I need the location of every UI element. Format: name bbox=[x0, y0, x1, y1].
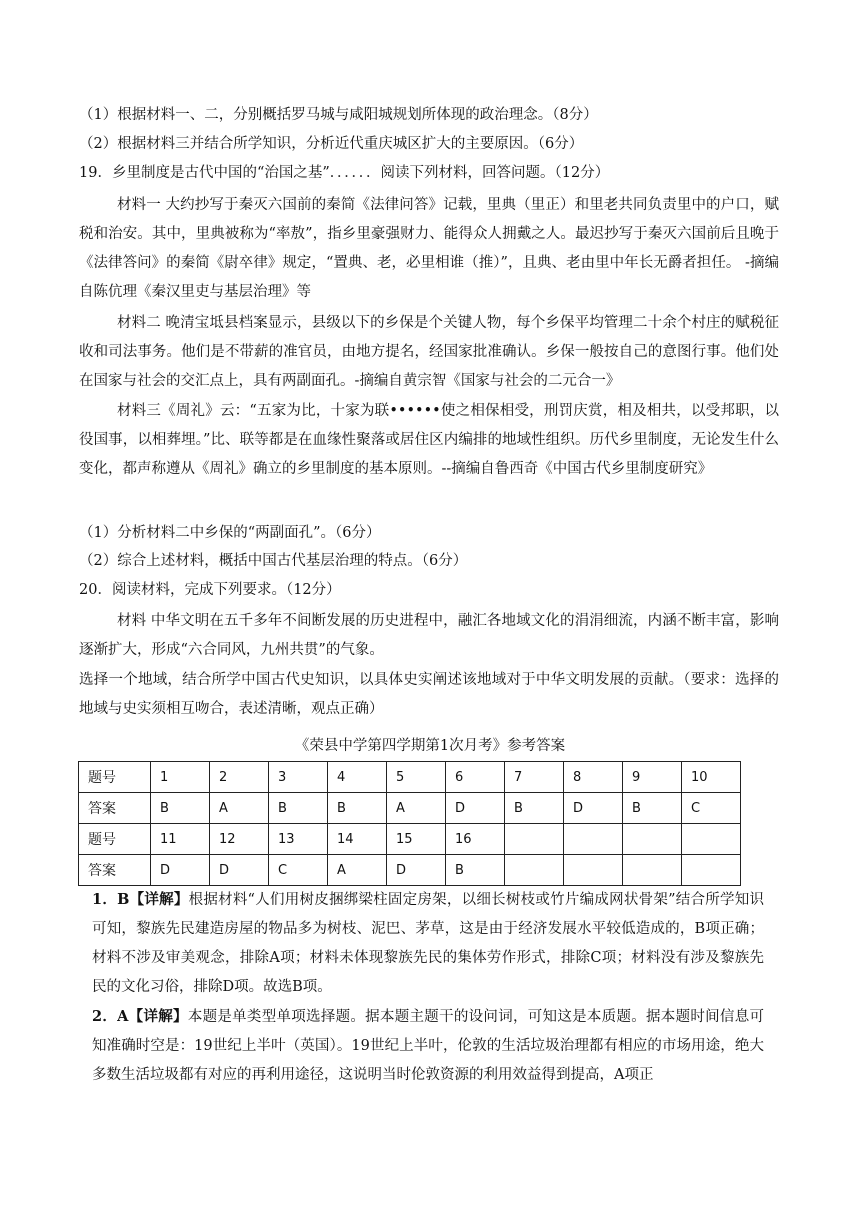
q19-material-3: 材料三《周礼》云：“五家为比，十家为联••••••使之相保相受，刑罚庆赏，相及相共，以受邦职，以役国事，以相葬埋。”比、联等都是在血缘性聚落或居住区内编排的地域性组织。历代乡里制度，无论发生什么变化，都声称遵从《周礼》确立的乡里制度的基本原则。--摘编自鲁西奇《中国古代乡里制度研究》 bbox=[79, 403, 779, 477]
table-cell: 4 bbox=[328, 762, 387, 793]
table-cell: 14 bbox=[328, 824, 387, 855]
table-cell: D bbox=[210, 855, 269, 886]
table-cell: A bbox=[387, 793, 446, 824]
table-cell bbox=[682, 824, 741, 855]
table-cell: 9 bbox=[623, 762, 682, 793]
row-label-number: 题号 bbox=[79, 762, 151, 793]
table-cell: A bbox=[328, 855, 387, 886]
table-cell bbox=[505, 855, 564, 886]
q20-stem: 20．阅读材料，完成下列要求。（12分） bbox=[79, 582, 341, 598]
explanation-2 bbox=[92, 1002, 764, 1090]
q19-stem: 19．乡里制度是古代中国的“治国之基”．．．．．．阅读下列材料，回答问题。（12分） bbox=[79, 165, 610, 181]
table-cell: 6 bbox=[446, 762, 505, 793]
row-label-number: 题号 bbox=[79, 824, 151, 855]
q19-material-2: 材料二 晚清宝坻县档案显示，县级以下的乡保是个关键人物，每个乡保平均管理二十余个村庄的赋税征收和司法事务。他们是不带薪的准官员，由地方提名，经国家批准确认。乡保一般按自己的意图行事。他们处在国家与社会的交汇点上，具有两副面孔。-摘编自黄宗智《国家与社会的二元合一》 bbox=[79, 315, 779, 389]
q19-material-1: 材料一 大约抄写于秦灭六国前的秦简《法律问答》记载，里典（里正）和里老共同负责里中的户口，赋税和治安。其中，里典被称为“率敖”，指乡里豪强财力、能得众人拥戴之人。最迟抄写于秦灭六国前后且晚于《法律答问》的秦简《尉卒律》规定，“置典、老，必里相谁（推）”，且典、老由里中年长无爵者担任。 -摘编自陈伉理《秦汉里吏与基层治理》等 bbox=[79, 197, 779, 300]
table-cell: D bbox=[387, 855, 446, 886]
table-row bbox=[79, 855, 741, 886]
explanation-1-body: 根据材料“人们用树皮捆绑梁柱固定房架，以细长树枝或竹片编成网状骨架”结合所学知识可知，黎族先民建造房屋的物品多为树枝、泥巴、茅草，这是由于经济发展水平较低造成的，B项正确；材料不涉及审美观念，排除A项；材料未体现黎族先民的集体劳作形式，排除C项；材料没有涉及黎族先民的文化习俗，排除D项。故选B项。 bbox=[92, 892, 764, 995]
table-row bbox=[79, 793, 741, 824]
table-cell: 12 bbox=[210, 824, 269, 855]
answer-key-title: 《荣县中学第四学期第1次月考》参考答案 bbox=[294, 738, 566, 754]
table-cell bbox=[505, 824, 564, 855]
table-cell bbox=[564, 824, 623, 855]
table-cell: 2 bbox=[210, 762, 269, 793]
table-cell: 5 bbox=[387, 762, 446, 793]
table-cell: B bbox=[505, 793, 564, 824]
q18-subquestion-2: （2）根据材料三并结合所学知识，分析近代重庆城区扩大的主要原因。（6分） bbox=[79, 136, 584, 152]
row-label-answer: 答案 bbox=[79, 855, 151, 886]
table-cell bbox=[682, 855, 741, 886]
explanation-1-head: 1．B【详解】 bbox=[92, 891, 189, 908]
row-label-answer: 答案 bbox=[79, 793, 151, 824]
table-cell: B bbox=[623, 793, 682, 824]
q19-subquestion-1: （1）分析材料二中乡保的“两副面孔”。（6分） bbox=[79, 525, 381, 541]
table-cell bbox=[623, 824, 682, 855]
explanation-1 bbox=[92, 885, 764, 1002]
table-cell: A bbox=[210, 793, 269, 824]
table-cell: C bbox=[682, 793, 741, 824]
table-cell: 13 bbox=[269, 824, 328, 855]
table-cell: 7 bbox=[505, 762, 564, 793]
table-cell: 16 bbox=[446, 824, 505, 855]
table-cell: B bbox=[151, 793, 210, 824]
q20-material: 材料 中华文明在五千多年不间断发展的历史进程中，融汇各地域文化的涓涓细流，内涵不断丰富，影响逐渐扩大，形成“六合同风，九州共贯”的气象。 bbox=[79, 613, 779, 658]
table-cell: D bbox=[564, 793, 623, 824]
table-cell: B bbox=[328, 793, 387, 824]
table-cell: 15 bbox=[387, 824, 446, 855]
table-cell: 11 bbox=[151, 824, 210, 855]
table-cell: 8 bbox=[564, 762, 623, 793]
table-cell: 3 bbox=[269, 762, 328, 793]
table-cell: 1 bbox=[151, 762, 210, 793]
q19-subquestion-2: （2）综合上述材料，概括中国古代基层治理的特点。（6分） bbox=[79, 553, 468, 569]
table-cell: D bbox=[446, 793, 505, 824]
answer-table bbox=[78, 761, 741, 886]
q20-requirement: 选择一个地域，结合所学中国古代史知识，以具体史实阐述该地域对于中华文明发展的贡献。（要求：选择的地域与史实须相互吻合，表述清晰，观点正确） bbox=[79, 672, 779, 717]
table-cell bbox=[564, 855, 623, 886]
explanation-2-body: 本题是单类型单项选择题。据本题主题干的设问词，可知这是本质题。据本题时间信息可知准确时空是：19世纪上半叶（英国）。19世纪上半叶，伦敦的生活垃圾治理都有相应的市场用途，绝大多数生活垃圾都有对应的再利用途径，这说明当时伦敦资源的利用效益得到提高，A项正 bbox=[92, 1009, 764, 1083]
table-row bbox=[79, 762, 741, 793]
table-row bbox=[79, 824, 741, 855]
explanation-2-head: 2．A【详解】 bbox=[92, 1008, 188, 1025]
table-cell bbox=[623, 855, 682, 886]
table-cell: B bbox=[269, 793, 328, 824]
table-cell: B bbox=[446, 855, 505, 886]
table-cell: 10 bbox=[682, 762, 741, 793]
table-cell: D bbox=[151, 855, 210, 886]
q18-subquestion-1: （1）根据材料一、二，分别概括罗马城与咸阳城规划所体现的政治理念。（8分） bbox=[79, 107, 598, 123]
table-cell: C bbox=[269, 855, 328, 886]
